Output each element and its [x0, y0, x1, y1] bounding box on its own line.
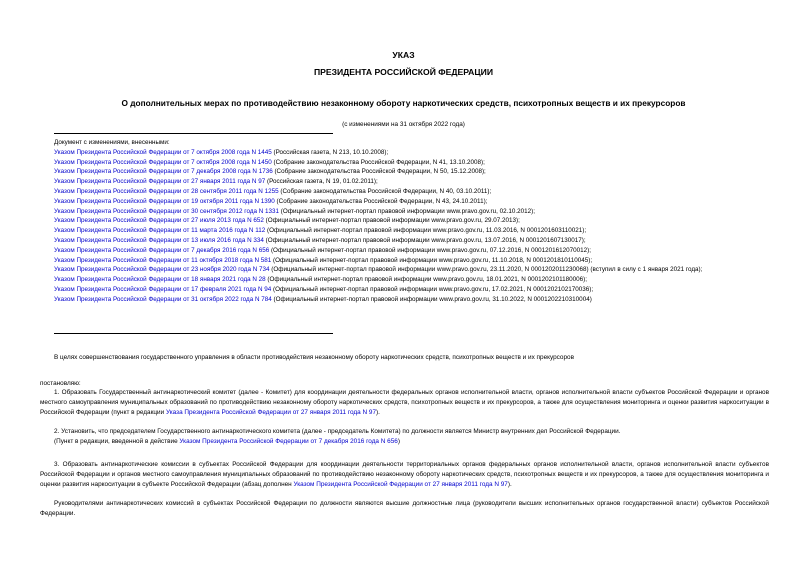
change-item-link[interactable]: Указом Президента Российской Федерации от 30 сентября 2012 года N 1331	[54, 207, 280, 215]
change-item	[54, 177, 769, 187]
change-item-link[interactable]: Указом Президента Российской Федерации от 7 декабря 2008 года N 1736	[54, 168, 273, 176]
change-item	[54, 285, 769, 295]
change-item-link[interactable]: Указом Президента Российской Федерации от 19 октября 2011 года N 1390	[54, 197, 275, 205]
change-item-link[interactable]: Указом Президента Российской Федерации от 11 октября 2018 года N 581	[54, 256, 272, 264]
change-item-source: (Официальный интернет-портал правовой информации www.pravo.gov.ru, 02.10.2012);	[279, 207, 536, 215]
change-item	[54, 216, 769, 226]
change-item	[54, 295, 769, 305]
paragraph-2	[40, 427, 769, 447]
paragraph-3-text: 3. Образовать антинаркотические комиссии в субъектах Российской Федерации для координации деятельности территориальных органов федеральных органов исполнительной власти, органов исполнительной власти субъектов Российской Федерации и органов местного самоуправления муниципальных образований по противодействию незаконному обороту наркотических средств, психотропных веществ и их прекурсоров, а также для осуществления мониторинга и оценки развития наркоситуации в субъекте Российской Федерации (абзац дополнен	[40, 461, 769, 488]
change-item	[54, 148, 769, 158]
change-item-source: (Официальный интернет-портал правовой информации www.pravo.gov.ru, 17.02.2021, N 0001202102170036);	[271, 285, 594, 293]
paragraph-2-end: )	[397, 438, 400, 445]
divider-top	[54, 133, 333, 134]
change-item-source: (Собрание законодательства Российской Федерации, N 40, 03.10.2011);	[278, 187, 492, 195]
change-item-link[interactable]: Указом Президента Российской Федерации от 17 февраля 2021 года N 94	[54, 285, 272, 293]
change-item	[54, 187, 769, 197]
paragraph-2-note	[40, 437, 769, 447]
change-item	[54, 265, 769, 275]
change-item-source: (Официальный интернет-портал правовой информации www.pravo.gov.ru, 11.03.2016, N 0001201603110021);	[265, 227, 587, 235]
change-item	[54, 246, 769, 256]
changes-list	[54, 138, 769, 305]
change-item	[54, 197, 769, 207]
doc-title: О дополнительных мерах по противодействию незаконному обороту наркотических средств, психотропных веществ и их прекурсоров	[121, 98, 686, 108]
change-item-link[interactable]: Указом Президента Российской Федерации от 7 декабря 2016 года N 656	[54, 246, 270, 254]
change-item-link[interactable]: Указом Президента Российской Федерации от 23 ноября 2020 года N 734	[54, 266, 270, 274]
change-item-source: (Официальный интернет-портал правовой информации www.pravo.gov.ru, 13.07.2016, N 0001201607130017);	[263, 236, 586, 244]
change-item-link[interactable]: Указом Президента Российской Федерации от 31 октября 2022 года N 784	[54, 295, 272, 303]
change-item-source: (Официальный интернет-портал правовой информации www.pravo.gov.ru, 23.11.2020, N 0001202011230068) (вступил в силу с 1 января 2021 года);	[269, 266, 703, 274]
change-item-link[interactable]: Указом Президента Российской Федерации от 27 июля 2013 года N 652	[54, 217, 264, 225]
change-item-source: (Официальный интернет-портал правовой информации www.pravo.gov.ru, 18.01.2021, N 0001202101180006);	[265, 276, 587, 284]
paragraph-3-end: ).	[507, 481, 512, 488]
change-item-link[interactable]: Указом Президента Российской Федерации от 11 марта 2016 года N 112	[54, 227, 266, 235]
change-item-source: (Официальный интернет-портал правовой информации www.pravo.gov.ru, 11.10.2018, N 0001201810110045);	[271, 256, 593, 264]
change-item-link[interactable]: Указом Президента Российской Федерации от 7 октября 2008 года N 1445	[54, 148, 272, 156]
paragraph-4: Руководителями антинаркотических комиссий в субъектах Российской Федерации по должности являются высшие должностные лица (руководители высших исполнительных органов государственной власти) субъектов Российской Федерации.	[40, 500, 769, 517]
paragraph-1	[40, 388, 769, 418]
paragraph-1-end: ).	[376, 409, 380, 416]
doc-revision-note: (с изменениями на 31 октября 2022 года)	[342, 121, 465, 128]
change-item	[54, 207, 769, 217]
change-item-source: (Официальный интернет-портал правовой информации www.pravo.gov.ru, 07.12.2016, N 0001201612070012);	[269, 246, 591, 254]
change-item-source: (Официальный интернет-портал правовой информации www.pravo.gov.ru, 29.07.2013);	[263, 217, 520, 225]
doc-issuer-heading: ПРЕЗИДЕНТА РОССИЙСКОЙ ФЕДЕРАЦИИ	[313, 67, 494, 77]
change-item-source: (Официальный интернет-портал правовой информации www.pravo.gov.ru, 31.10.2022, N 0001202210310004)	[271, 295, 592, 303]
changes-intro: Документ с изменениями, внесенными:	[54, 139, 170, 146]
change-item	[54, 158, 769, 168]
change-item-source: (Собрание законодательства Российской Федерации, N 41, 13.10.2008);	[271, 158, 485, 166]
change-item-link[interactable]: Указом Президента Российской Федерации от 28 сентября 2011 года N 1255	[54, 187, 279, 195]
change-item-link[interactable]: Указом Президента Российской Федерации от 18 января 2021 года N 28	[54, 276, 266, 284]
change-item	[54, 275, 769, 285]
change-item-link[interactable]: Указом Президента Российской Федерации от 7 октября 2008 года N 1450	[54, 158, 272, 166]
paragraph-2-note-text: (Пункт в редакции, введенной в действие	[54, 438, 180, 445]
change-item	[54, 167, 769, 177]
change-item	[54, 226, 769, 236]
change-item-source: (Российская газета, N 19, 01.02.2011);	[265, 178, 378, 186]
change-item	[54, 236, 769, 246]
change-item-source: (Собрание законодательства Российской Федерации, N 43, 24.10.2011);	[274, 197, 488, 205]
change-item-link[interactable]: Указом Президента Российской Федерации от 27 января 2011 года N 97	[54, 178, 266, 186]
preamble-paragraph: В целях совершенствования государственного управления в области противодействия незаконному обороту наркотических средств, психотропных веществ и их прекурсоров	[54, 354, 574, 361]
paragraph-3	[40, 460, 769, 490]
change-item-source: (Собрание законодательства Российской Федерации, N 50, 15.12.2008);	[272, 168, 486, 176]
change-item	[54, 256, 769, 266]
change-item-source: (Российская газета, N 213, 10.10.2008);	[271, 148, 389, 156]
decree-word: постановляю:	[40, 380, 81, 387]
paragraph-3-link[interactable]: Указом Президента Российской Федерации от 27 января 2011 года N 97	[293, 481, 508, 488]
paragraph-1-text: 1. Образовать Государственный антинаркотический комитет (далее - Комитет) для координации деятельности федеральных органов исполнительной власти, органов исполнительной власти субъектов Российской Федерации и органов местного самоуправления муниципальных образований по противодействию незаконному обороту наркотических средств, психотропных веществ и их прекурсоров, а также для осуществления мониторинга и оценки развития наркоситуации в Российской Федерации (пункт в редакции	[40, 389, 769, 416]
paragraph-2-link[interactable]: Указом Президента Российской Федерации от 7 декабря 2016 года N 656	[179, 438, 398, 445]
paragraph-1-link[interactable]: Указа Президента Российской Федерации от 27 января 2011 года N 97	[165, 409, 376, 416]
paragraph-2-text: 2. Установить, что председателем Государственного антинаркотического комитета (далее - председатель Комитета) по должности является Министр внутренних дел Российской Федерации.	[54, 428, 621, 435]
changes-items	[54, 148, 769, 305]
doc-type-heading: УКАЗ	[392, 50, 415, 60]
change-item-link[interactable]: Указом Президента Российской Федерации от 13 июля 2016 года N 334	[54, 236, 264, 244]
divider-bottom	[54, 333, 333, 334]
